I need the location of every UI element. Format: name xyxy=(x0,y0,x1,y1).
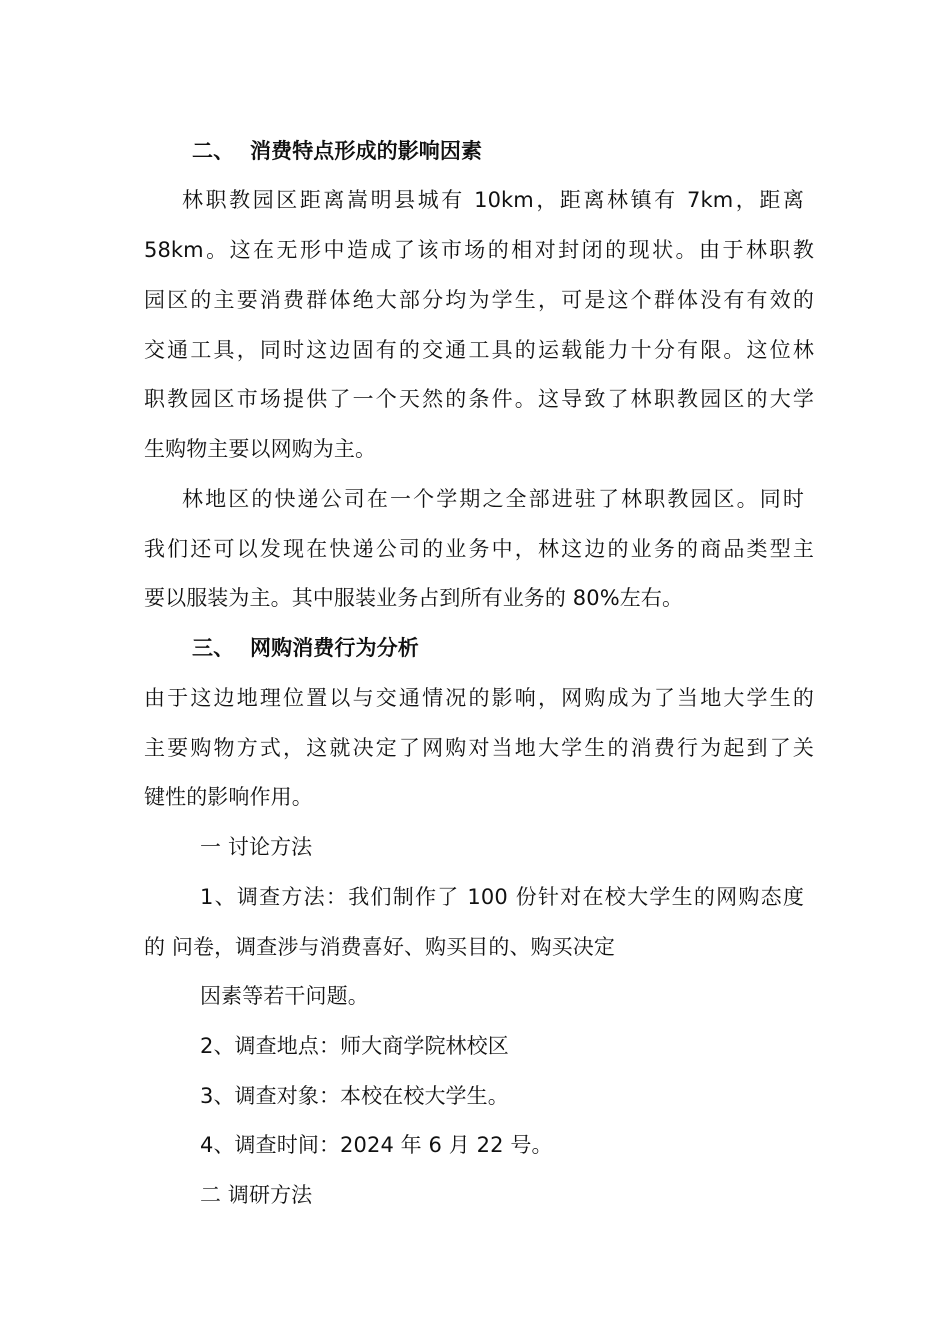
list-item-continuation: 因素等若干问题。 xyxy=(200,984,369,1008)
paragraph-line: 要以服装为主。其中服装业务占到所有业务的 80%左右。 xyxy=(144,586,684,610)
section-heading-2 xyxy=(192,136,862,166)
paragraph-line: 我们还可以发现在快递公司的业务中，林这边的业务的商品类型主 xyxy=(144,537,814,561)
paragraph-line: 林职教园区距离嵩明县城有 10km，距离林镇有 7km，距离 xyxy=(182,188,804,212)
section-heading-3 xyxy=(192,633,862,663)
section-title: 消费特点形成的影响因素 xyxy=(250,139,483,163)
section-number: 二、 xyxy=(192,139,235,163)
subsection-heading: 二 调研方法 xyxy=(200,1183,313,1207)
paragraph-line: 生购物主要以网购为主。 xyxy=(144,437,377,461)
paragraph-line: 由于这边地理位置以与交通情况的影响，网购成为了当地大学生的 xyxy=(144,686,814,710)
section-number: 三、 xyxy=(192,636,235,660)
paragraph-line: 58km。这在无形中造成了该市场的相对封闭的现状。由于林职教 xyxy=(144,238,814,262)
subsection-heading: 一 讨论方法 xyxy=(200,835,313,859)
list-item-continuation: 的 问卷，调查涉与消费喜好、购买目的、购买决定 xyxy=(144,935,615,959)
list-item: 3、调查对象：本校在校大学生。 xyxy=(200,1084,509,1108)
paragraph-line: 林地区的快递公司在一个学期之全部进驻了林职教园区。同时 xyxy=(182,487,804,511)
paragraph-line: 主要购物方式，这就决定了网购对当地大学生的消费行为起到了关 xyxy=(144,736,814,760)
section-title: 网购消费行为分析 xyxy=(250,636,419,660)
list-item: 2、调查地点：师大商学院林校区 xyxy=(200,1034,509,1058)
paragraph-line: 园区的主要消费群体绝大部分均为学生，可是这个群体没有有效的 xyxy=(144,288,814,312)
paragraph-line: 职教园区市场提供了一个天然的条件。这导致了林职教园区的大学 xyxy=(144,387,814,411)
paragraph-line: 交通工具，同时这边固有的交通工具的运载能力十分有限。这位林 xyxy=(144,338,814,362)
paragraph-line: 键性的影响作用。 xyxy=(144,785,313,809)
list-item: 1、调查方法：我们制作了 100 份针对在校大学生的网购态度 xyxy=(200,885,804,909)
list-item: 4、调查时间：2024 年 6 月 22 号。 xyxy=(200,1133,553,1157)
